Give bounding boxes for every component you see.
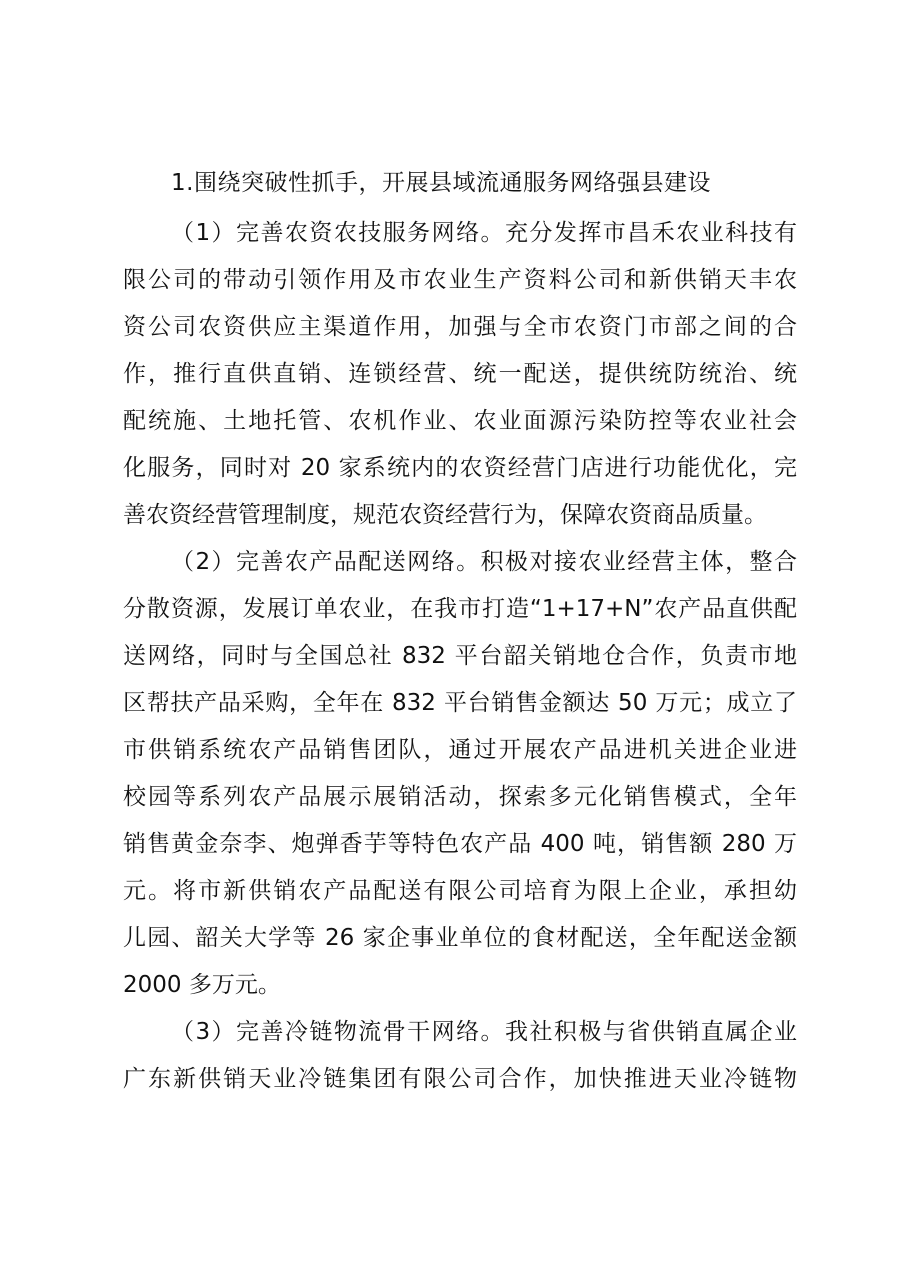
paragraph-3 — [123, 1009, 797, 1103]
paragraph-line: 广东新供销天业冷链集团有限公司合作，加快推进天业冷链物 — [123, 1066, 797, 1092]
paragraph-line: 送网络，同时与全国总社 832 平台韶关销地仓合作，负责市地 — [123, 643, 797, 669]
paragraph-line: 校园等系列农产品展示展销活动，探索多元化销售模式，全年 — [123, 784, 797, 810]
paragraph-line: 资公司农资供应主渠道作用，加强与全市农资门市部之间的合 — [123, 314, 797, 340]
paragraph-line: 限公司的带动引领作用及市农业生产资料公司和新供销天丰农 — [123, 267, 797, 293]
paragraph-line: 销售黄金奈李、炮弹香芋等特色农产品 400 吨，销售额 280 万 — [123, 831, 797, 857]
paragraph-line: 化服务，同时对 20 家系统内的农资经营门店进行功能优化，完 — [123, 455, 797, 481]
paragraph-line: （3）完善冷链物流骨干网络。我社积极与省供销直属企业 — [171, 1019, 797, 1045]
paragraph-line: 元。将市新供销农产品配送有限公司培育为限上企业，承担幼 — [123, 878, 797, 904]
paragraph-line: 2000 多万元。 — [123, 972, 281, 998]
document-body — [123, 164, 797, 1103]
paragraph-line: 善农资经营管理制度，规范农资经营行为，保障农资商品质量。 — [123, 502, 767, 528]
paragraph-line: （2）完善农产品配送网络。积极对接农业经营主体，整合 — [171, 549, 797, 575]
paragraph-line: （1）完善农资农技服务网络。充分发挥市昌禾农业科技有 — [171, 220, 797, 246]
section-heading: 1.围绕突破性抓手，开展县域流通服务网络强县建设 — [171, 170, 711, 196]
paragraph-line: 市供销系统农产品销售团队，通过开展农产品进机关进企业进 — [123, 737, 797, 763]
paragraph-line: 分散资源，发展订单农业，在我市打造“1+17+N”农产品直供配 — [123, 596, 797, 622]
paragraph-2 — [123, 539, 797, 1009]
paragraph-line: 区帮扶产品采购，全年在 832 平台销售金额达 50 万元；成立了 — [123, 690, 797, 716]
paragraph-line: 配统施、土地托管、农机作业、农业面源污染防控等农业社会 — [123, 408, 797, 434]
paragraph-1 — [123, 210, 797, 539]
paragraph-line: 作，推行直供直销、连锁经营、统一配送，提供统防统治、统 — [123, 361, 797, 387]
paragraph-line: 儿园、韶关大学等 26 家企事业单位的食材配送，全年配送金额 — [123, 925, 797, 951]
